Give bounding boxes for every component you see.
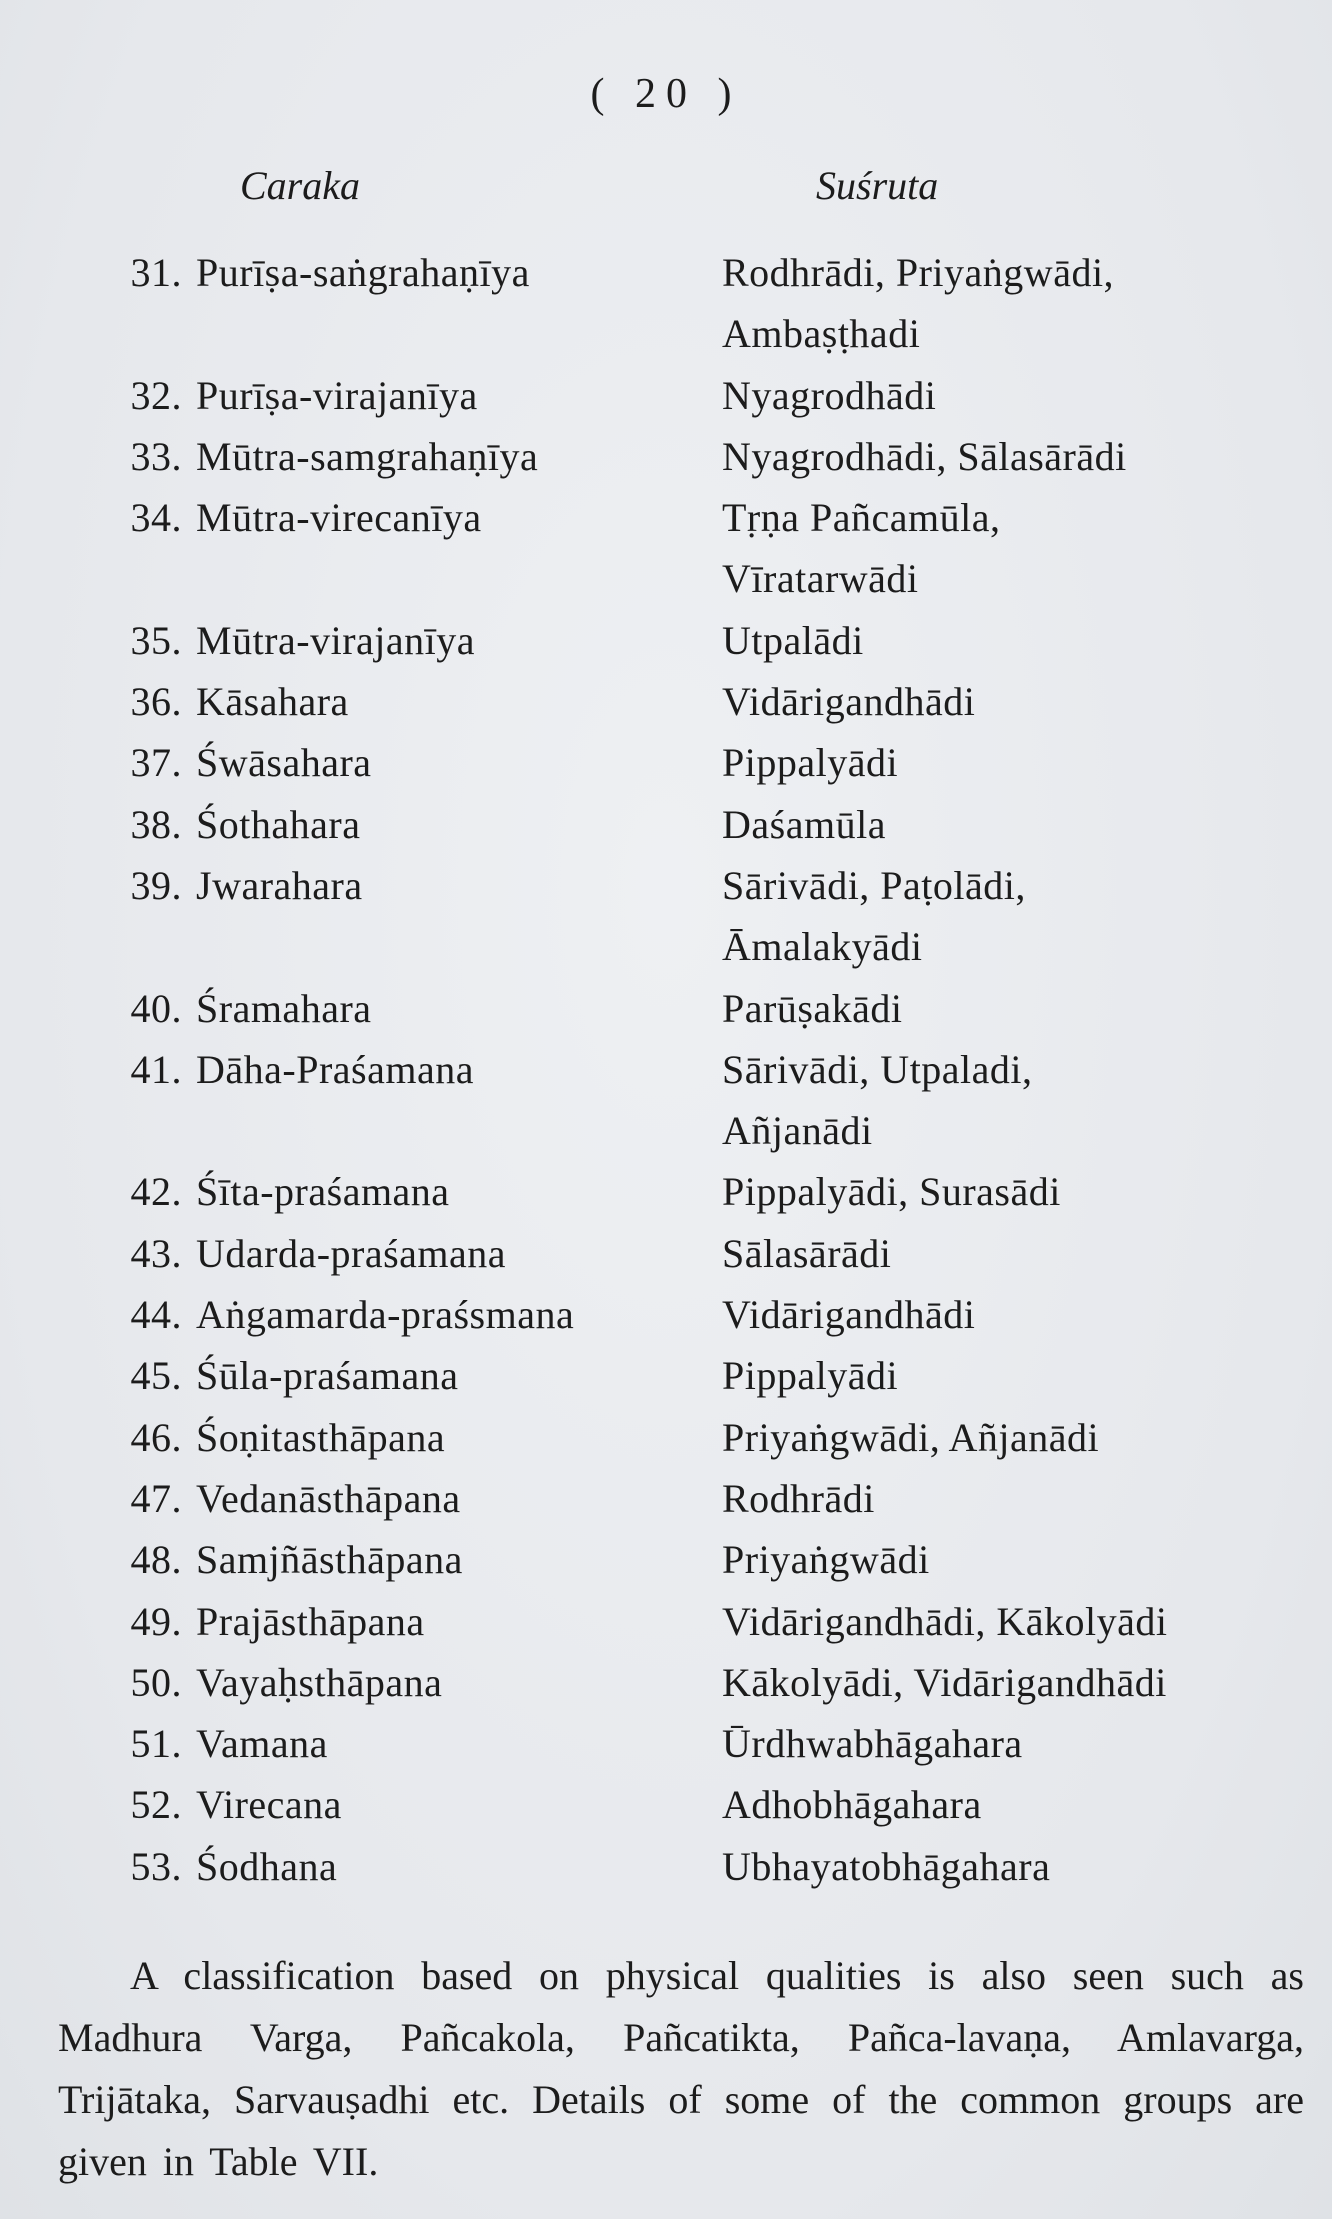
- row-number: 44.: [130, 1292, 182, 1338]
- row-number: 33.: [130, 433, 182, 479]
- susruta-group: Adhobhāgahara: [722, 1782, 982, 1828]
- susruta-group: Sālasārādi: [722, 1230, 892, 1276]
- caraka-group: Mūtra-virajanīya: [196, 617, 475, 663]
- row-number: 52.: [130, 1782, 182, 1828]
- page-number: ( 20 ): [590, 71, 742, 117]
- caraka-group: Vedanāsthāpana: [196, 1475, 461, 1521]
- susruta-group: Vidārigandhādi: [722, 1292, 976, 1338]
- row-number: 53.: [130, 1843, 182, 1889]
- row-number: 46.: [130, 1414, 182, 1460]
- caraka-group: Samjñāsthāpana: [196, 1537, 463, 1583]
- row-number: 36.: [130, 679, 182, 725]
- susruta-group: Nyagrodhādi: [722, 372, 937, 418]
- caraka-group: Śodhana: [196, 1843, 338, 1889]
- susruta-group: Pippalyādi, Surasādi: [722, 1169, 1061, 1215]
- susruta-group: Rodhrādi: [722, 1475, 875, 1521]
- caraka-group: Virecana: [196, 1782, 342, 1828]
- table-row: [0, 1774, 1332, 1835]
- susruta-group: Priyaṅgwādi, Añjanādi: [722, 1414, 1100, 1460]
- table-row: [0, 855, 1332, 916]
- caraka-group: Prajāsthāpana: [196, 1598, 425, 1644]
- caraka-group: Śoṇitasthāpana: [196, 1414, 446, 1460]
- table-row: [0, 1284, 1332, 1345]
- susruta-group: Pippalyādi: [722, 740, 899, 786]
- row-number: 41.: [130, 1046, 182, 1092]
- susruta-group: Rodhrādi, Priyaṅgwādi,: [722, 250, 1115, 295]
- table-row: [0, 1100, 1332, 1161]
- table-row: [0, 916, 1332, 977]
- susruta-group: Pippalyādi: [722, 1353, 899, 1399]
- row-number: 31.: [130, 250, 182, 295]
- caraka-group: Purīṣa-virajanīya: [196, 372, 478, 418]
- caraka-group: Śīta-praśamana: [196, 1169, 450, 1215]
- table-row: [0, 732, 1332, 793]
- caraka-group: Kāsahara: [196, 679, 349, 725]
- caraka-group: Vamana: [196, 1721, 328, 1767]
- susruta-group: Utpalādi: [722, 617, 864, 663]
- caraka-group: Śothahara: [196, 801, 361, 847]
- susruta-group: Tṛṇa Pañcamūla,: [722, 495, 1001, 541]
- table-row: [0, 1223, 1332, 1284]
- caraka-group: Śwāsahara: [196, 740, 372, 786]
- susruta-group: Añjanādi: [722, 1108, 873, 1154]
- row-number: 38.: [130, 801, 182, 847]
- table-row: [0, 671, 1332, 732]
- caraka-group: Dāha-Praśamana: [196, 1046, 474, 1092]
- table-row: [0, 365, 1332, 426]
- table-row: [0, 1161, 1332, 1222]
- susruta-group: Kākolyādi, Vidārigandhādi: [722, 1659, 1167, 1705]
- table-row: [0, 1713, 1332, 1774]
- caraka-group: Aṅgamarda-praśsmana: [196, 1292, 575, 1338]
- susruta-group: Nyagrodhādi, Sālasārādi: [722, 433, 1127, 479]
- susruta-group: Ubhayatobhāgahara: [722, 1843, 1051, 1889]
- classification-table: [0, 242, 1332, 1897]
- caraka-group: Vayaḥsthāpana: [196, 1659, 443, 1705]
- table-row: [0, 487, 1332, 548]
- table-row: [0, 610, 1332, 671]
- table-row: [0, 794, 1332, 855]
- body-paragraph: A classification based on physical qualities is also seen such as Madhura Varga, Pañcakola, Pañcatikta, Pañca-lavaṇa, Amlavarga, Trijātaka, Sarvauṣadhi etc. Details of some of the common groups are given in Table VII.: [58, 1953, 1304, 2184]
- row-number: 50.: [130, 1659, 182, 1705]
- row-number: 40.: [130, 985, 182, 1031]
- table-row: [0, 1836, 1332, 1897]
- susruta-group: Parūṣakādi: [722, 985, 903, 1031]
- table-row: [0, 1468, 1332, 1529]
- table-row: [0, 978, 1332, 1039]
- susruta-group: Vidārigandhādi, Kākolyādi: [722, 1598, 1168, 1644]
- table-row: [0, 242, 1332, 303]
- row-number: 35.: [130, 617, 182, 663]
- table-row: [0, 426, 1332, 487]
- row-number: 32.: [130, 372, 182, 418]
- column-header-caraka: Caraka: [240, 163, 360, 208]
- susruta-group: Sārivādi, Paṭolādi,: [722, 862, 1026, 908]
- table-row: [0, 1345, 1332, 1406]
- susruta-group: Vidārigandhādi: [722, 679, 976, 725]
- row-number: 43.: [130, 1230, 182, 1276]
- row-number: 34.: [130, 495, 182, 541]
- susruta-group: Sārivādi, Utpaladi,: [722, 1046, 1033, 1092]
- row-number: 45.: [130, 1353, 182, 1399]
- susruta-group: Āmalakyādi: [722, 924, 923, 970]
- row-number: 51.: [130, 1721, 182, 1767]
- table-row: [0, 548, 1332, 609]
- table-row: [0, 1591, 1332, 1652]
- caraka-group: Śramahara: [196, 985, 372, 1031]
- susruta-group: Ambaṣṭhadi: [722, 311, 921, 357]
- susruta-group: Priyaṅgwādi: [722, 1537, 930, 1583]
- table-row: [0, 1039, 1332, 1100]
- row-number: 47.: [130, 1475, 182, 1521]
- susruta-group: Daśamūla: [722, 801, 886, 847]
- column-header-susruta: Suśruta: [816, 163, 939, 208]
- susruta-group: Ūrdhwabhāgahara: [722, 1721, 1023, 1767]
- row-number: 49.: [130, 1598, 182, 1644]
- caraka-group: Mūtra-samgrahaṇīya: [196, 433, 539, 479]
- table-row: [0, 1529, 1332, 1590]
- table-row: [0, 1652, 1332, 1713]
- caraka-group: Śūla-praśamana: [196, 1353, 459, 1399]
- caraka-group: Purīṣa-saṅgrahaṇīya: [196, 250, 530, 295]
- table-row: [0, 303, 1332, 364]
- row-number: 39.: [130, 862, 182, 908]
- row-number: 42.: [130, 1169, 182, 1215]
- caraka-group: Mūtra-virecanīya: [196, 495, 482, 541]
- row-number: 37.: [130, 740, 182, 786]
- table-row: [0, 1407, 1332, 1468]
- susruta-group: Vīratarwādi: [722, 556, 919, 602]
- row-number: 48.: [130, 1537, 182, 1583]
- caraka-group: Udarda-praśamana: [196, 1230, 507, 1276]
- caraka-group: Jwarahara: [196, 862, 363, 908]
